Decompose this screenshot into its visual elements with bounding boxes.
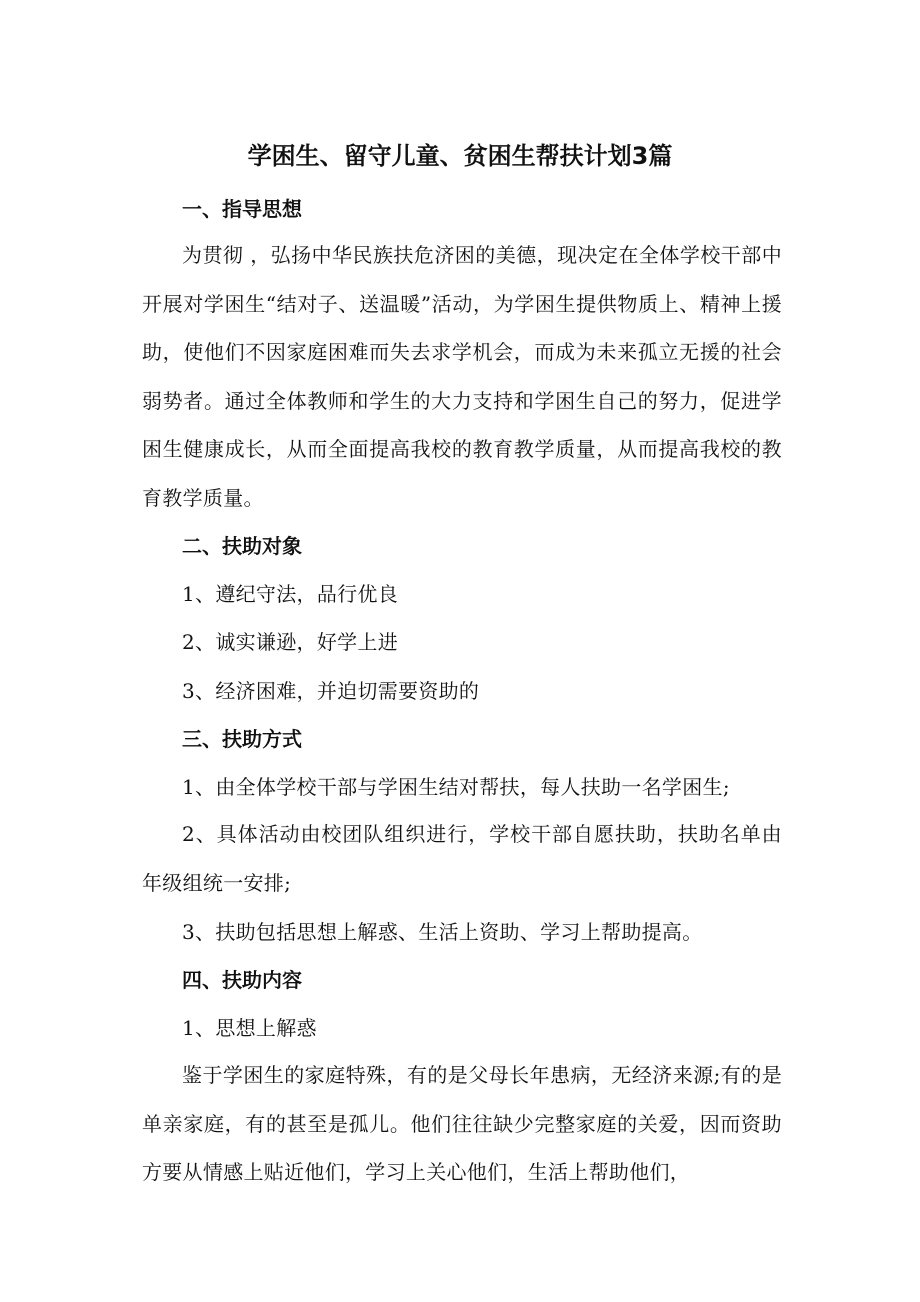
list-item: 3、经济困难，并迫切需要资助的 bbox=[182, 679, 480, 703]
section-heading-support-targets: 二、扶助对象 bbox=[182, 534, 302, 558]
section-heading-guiding-ideology: 一、指导思想 bbox=[182, 197, 302, 221]
list-item: 2、诚实谦逊，好学上进 bbox=[182, 630, 399, 654]
list-item: 1、遵纪守法，品行优良 bbox=[182, 582, 399, 606]
subsection-heading: 1、思想上解惑 bbox=[182, 1016, 317, 1040]
section-paragraph-support-content: 鉴于学困生的家庭特殊，有的是父母长年患病，无经济来源;有的是单亲家庭，有的甚至是孤儿。他们往往缺少完整家庭的关爱，因而资助方要从情感上贴近他们，学习上关心他们，生活上帮助他们， bbox=[142, 1063, 782, 1185]
document-title: 学困生、留守儿童、贫困生帮扶计划3篇 bbox=[247, 142, 673, 170]
list-item: 2、具体活动由校团队组织进行，学校干部自愿扶助，扶助名单由年级组统一安排; bbox=[142, 822, 782, 895]
section-paragraph-guiding-ideology: 为贯彻 ，弘扬中华民族扶危济困的美德，现决定在全体学校干部中开展对学困生“结对子、送温暖”活动，为学困生提供物质上、精神上援助，使他们不因家庭困难而失去求学机会，而成为未来孤立无援的社会弱势者。通过全体教师和学生的大力支持和学困生自己的努力，促进学困生健康成长，从而全面提高我校的教育教学质量，从而提高我校的教育教学质量。 bbox=[142, 243, 782, 510]
list-item: 1、由全体学校干部与学困生结对帮扶，每人扶助一名学困生; bbox=[182, 775, 730, 799]
section-heading-support-content: 四、扶助内容 bbox=[182, 968, 302, 992]
section-heading-support-methods: 三、扶助方式 bbox=[182, 727, 302, 751]
list-item: 3、扶助包括思想上解惑、生活上资助、学习上帮助提高。 bbox=[182, 920, 703, 944]
